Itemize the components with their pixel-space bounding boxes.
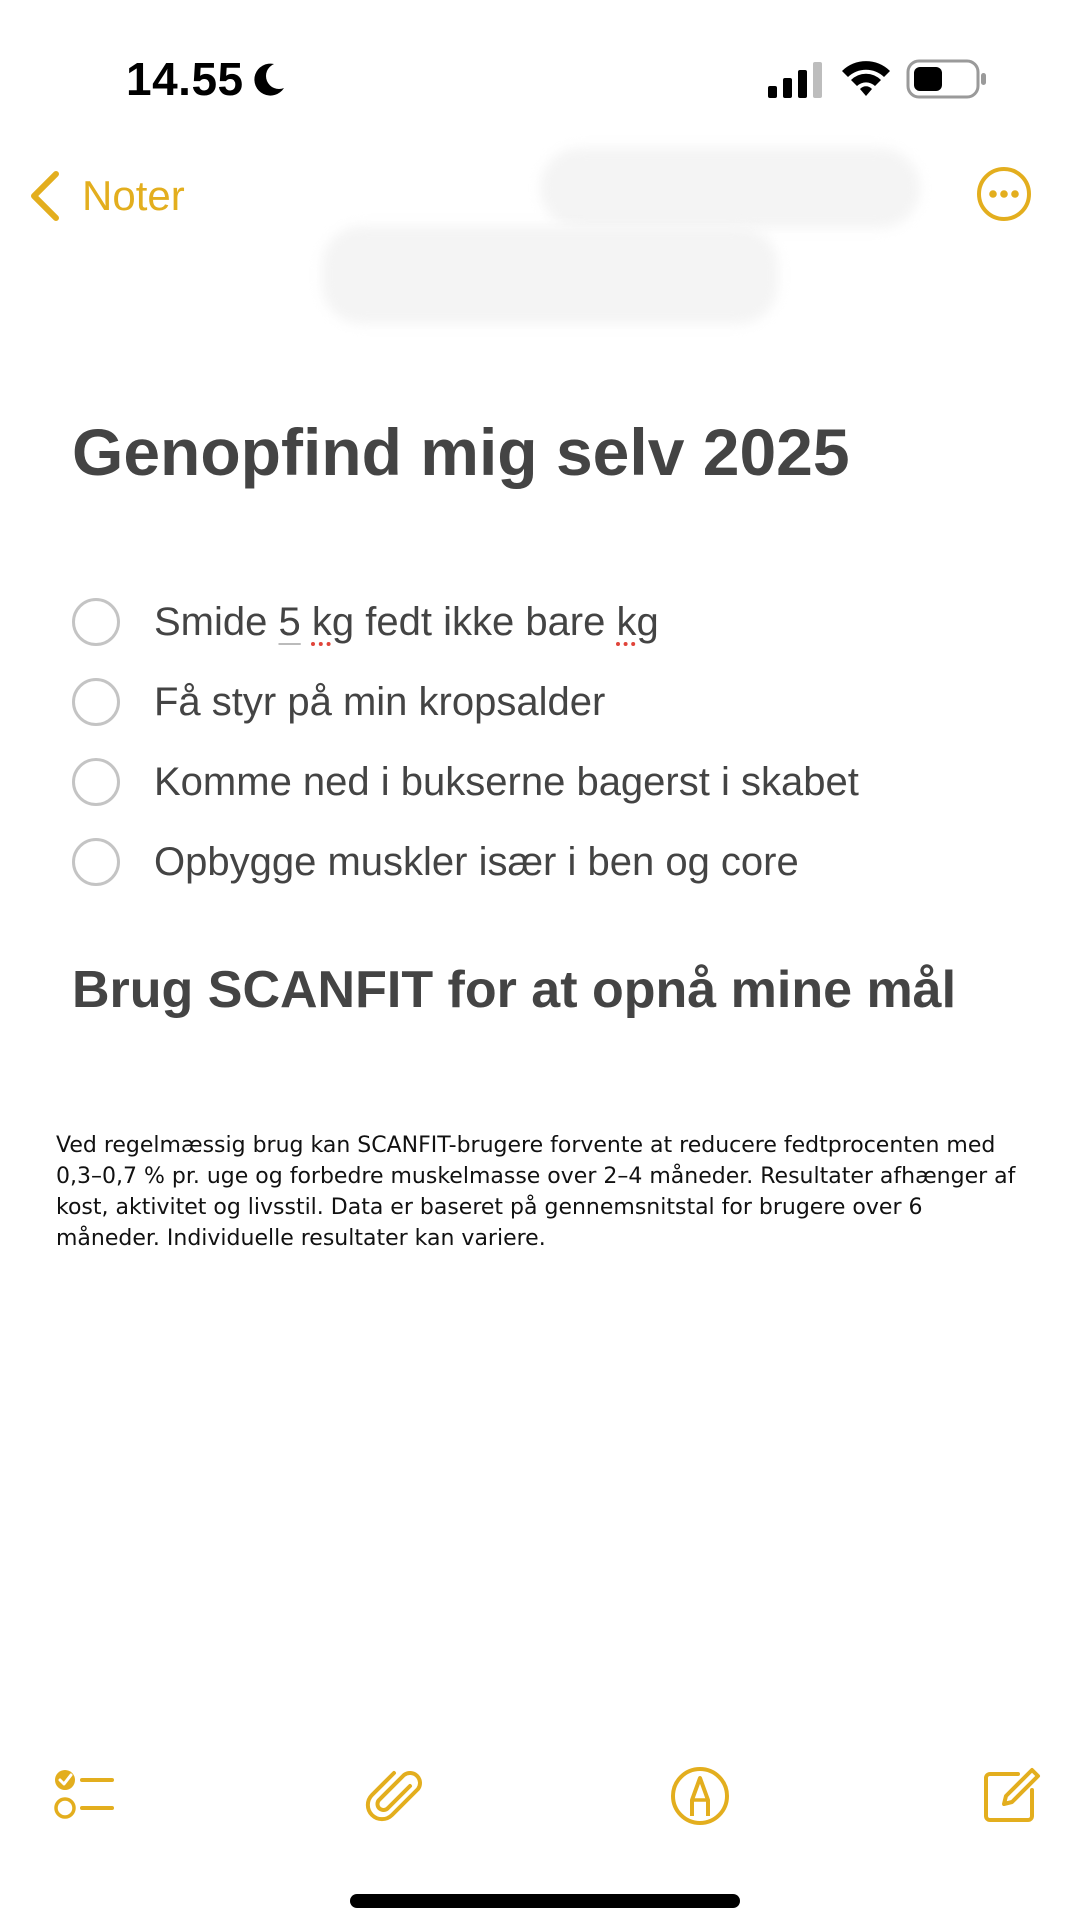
note-title[interactable]: Genopfind mig selv 2025 — [72, 415, 850, 489]
moon-icon — [248, 60, 288, 100]
blurred-region — [540, 148, 920, 228]
checklist-item-text[interactable]: Få styr på min kropsalder — [154, 679, 606, 724]
checklist-item — [72, 662, 1032, 742]
checklist-icon[interactable] — [52, 1764, 116, 1828]
cellular-signal-icon — [766, 62, 826, 98]
blurred-region — [322, 226, 778, 324]
text-part — [301, 600, 312, 644]
disclaimer-text[interactable]: Ved regelmæssig brug kan SCANFIT-brugere forvente at reducere fedtprocenten med 0,3–0,7 % pr. uge og forbedre muskelmasse over 2–4 måneder. Resultater afhænger af kost, aktivitet og livsstil. Data er baseret på gennemsnitstal for brugere over 6 måneder. Individuelle resultater kan variere. — [56, 1133, 1016, 1251]
back-label: Noter — [82, 172, 185, 219]
text-part: 5 — [278, 599, 301, 644]
ellipsis-circle-icon[interactable] — [976, 166, 1032, 222]
checklist-item — [72, 742, 1032, 822]
checkbox-circle[interactable] — [72, 838, 120, 886]
checkbox-circle[interactable] — [72, 678, 120, 726]
text-part: Smide — [154, 599, 279, 644]
misspelled-word: kg — [311, 599, 355, 644]
checklist — [72, 582, 1032, 902]
checklist-item — [72, 582, 1032, 662]
checklist-item — [72, 822, 1032, 902]
home-indicator[interactable] — [350, 1894, 740, 1908]
back-button[interactable] — [28, 166, 185, 226]
checklist-item-text[interactable]: Opbygge muskler især i ben og core — [154, 839, 799, 884]
misspelled-word: kg — [616, 599, 659, 644]
status-time: 14.55 — [126, 53, 244, 105]
checkbox-circle[interactable] — [72, 758, 120, 806]
status-bar — [0, 0, 1080, 140]
paperclip-icon[interactable] — [364, 1764, 428, 1828]
note-subheading[interactable]: Brug SCANFIT for at opnå mine mål — [72, 961, 957, 1019]
compose-icon[interactable] — [978, 1764, 1042, 1828]
battery-icon — [906, 58, 988, 100]
checklist-item-text[interactable] — [154, 600, 659, 645]
checkbox-circle[interactable] — [72, 598, 120, 646]
wifi-icon — [840, 58, 892, 98]
markup-pen-icon[interactable] — [668, 1764, 732, 1828]
chevron-left-icon — [28, 170, 62, 222]
text-part: fedt ikke bare — [354, 599, 617, 644]
checklist-item-text[interactable]: Komme ned i bukserne bagerst i skabet — [154, 759, 859, 804]
